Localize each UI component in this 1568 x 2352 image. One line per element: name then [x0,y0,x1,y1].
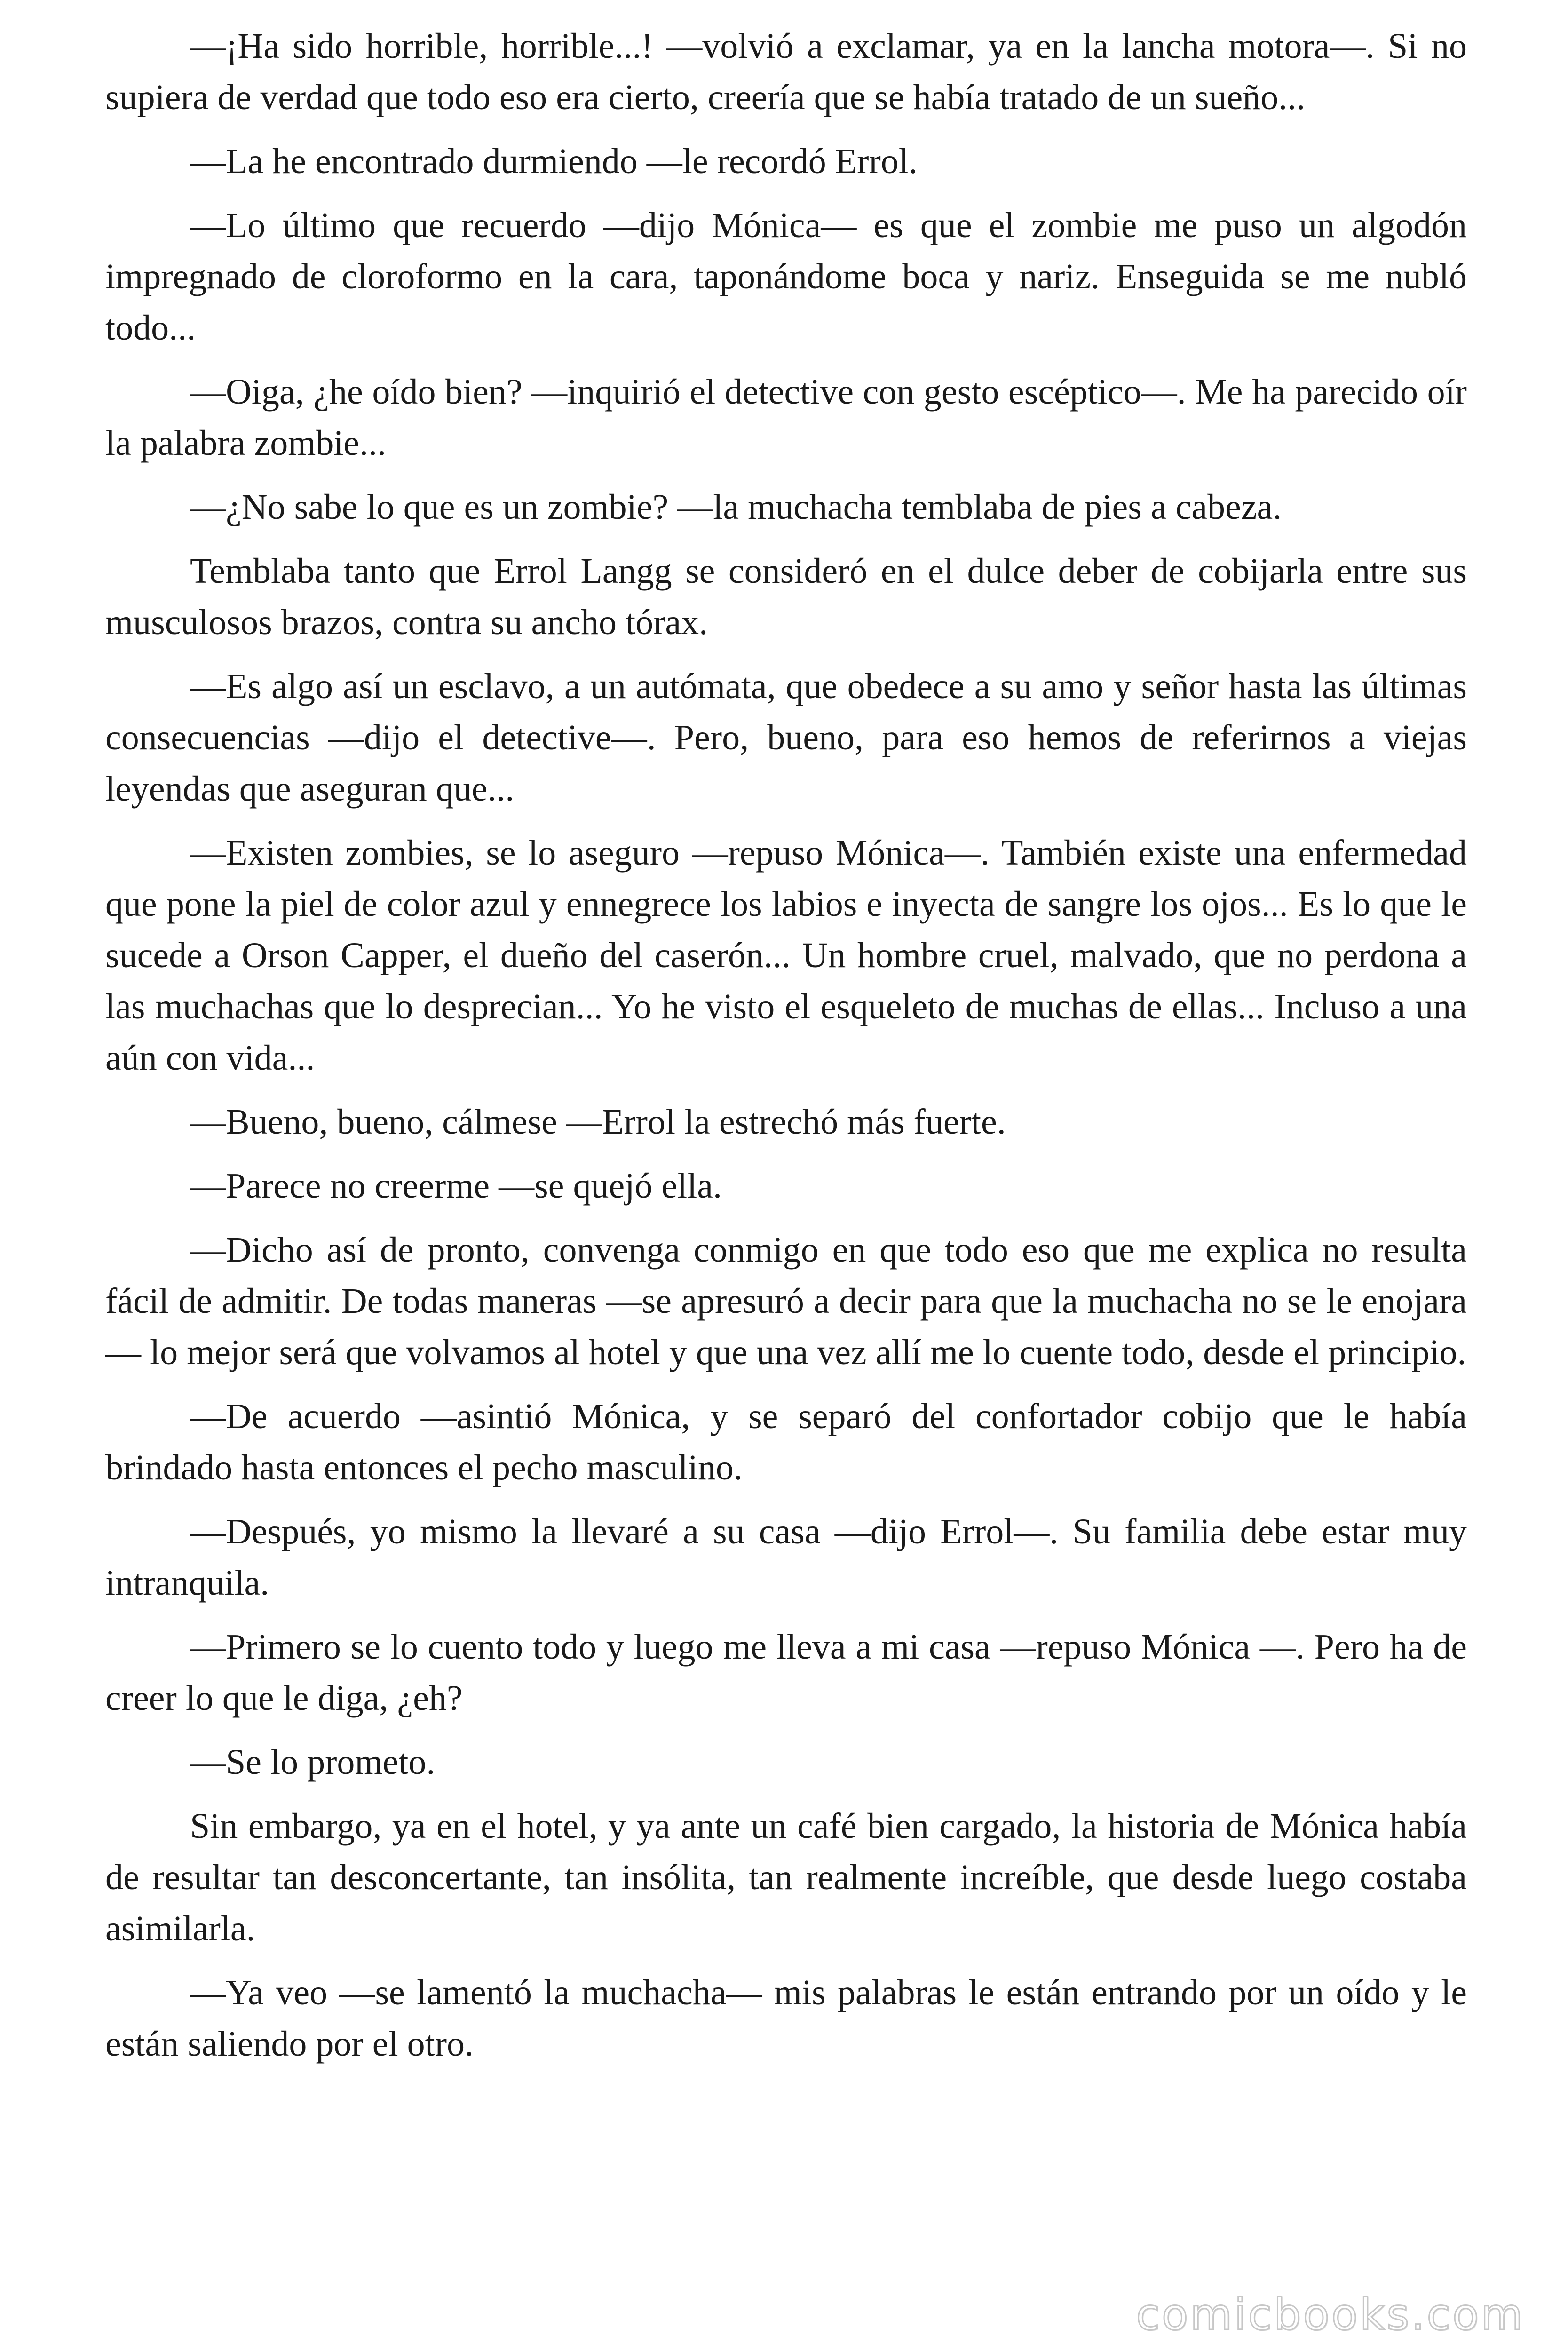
paragraph: Sin embargo, ya en el hotel, y ya ante un café bien cargado, la historia de Mónica había de resultar tan desconcertante, tan insólita, tan realmente increíble, que desde luego costaba asimilarla. [105,1806,1467,1948]
paragraph: —¿No sabe lo que es un zombie? —la muchacha temblaba de pies a cabeza. [190,487,1282,527]
paragraph: —¡Ha sido horrible, horrible...! —volvió a exclamar, ya en la lancha motora—. Si no supiera de verdad que todo eso era cierto, creería que se había tratado de un sueño... [105,26,1467,117]
paragraph: —De acuerdo —asintió Mónica, y se separó del confortador cobijo que le había brindado hasta entonces el pecho masculino. [105,1397,1467,1487]
paragraph: —Es algo así un esclavo, a un autómata, que obedece a su amo y señor hasta las últimas consecuencias —dijo el detective—. Pero, bueno, para eso hemos de referirnos a viejas leyendas que aseguran que... [105,667,1467,809]
paragraph: —Oiga, ¿he oído bien? —inquirió el detective con gesto escéptico—. Me ha parecido oír la palabra zombie... [105,372,1467,463]
paragraph: —Primero se lo cuento todo y luego me lleva a mi casa —repuso Mónica —. Pero ha de creer lo que le diga, ¿eh? [105,1627,1467,1718]
paragraph: —Existen zombies, se lo aseguro —repuso Mónica—. También existe una enfermedad que pone la piel de color azul y ennegrece los labios e inyecta de sangre los ojos... Es lo que le sucede a Orson Capper, el dueño del caserón... Un hombre cruel, malvado, que no perdona a las muchachas que lo desprecian... Yo he visto el esqueleto de muchas de ellas... Incluso a una aún con vida... [105,833,1467,1078]
paragraph: Temblaba tanto que Errol Langg se consideró en el dulce deber de cobijarla entre sus musculosos brazos, contra su ancho tórax. [105,551,1467,642]
watermark: comicbooks.com [1136,2289,1525,2340]
paragraph: —La he encontrado durmiendo —le recordó Errol. [190,142,918,181]
paragraph: —Se lo prometo. [190,1742,436,1782]
book-page [105,21,1467,2082]
paragraph: —Después, yo mismo la llevaré a su casa —dijo Errol—. Su familia debe estar muy intranquila. [105,1512,1467,1603]
paragraph: —Parece no creerme —se quejó ella. [190,1166,722,1206]
paragraph: —Ya veo —se lamentó la muchacha— mis palabras le están entrando por un oído y le están saliendo por el otro. [105,1973,1467,2064]
paragraph: —Dicho así de pronto, convenga conmigo en que todo eso que me explica no resulta fácil de admitir. De todas maneras —se apresuró a decir para que la muchacha no se le enojara— lo mejor será que volvamos al hotel y que una vez allí me lo cuente todo, desde el principio. [105,1230,1467,1372]
paragraph: —Bueno, bueno, cálmese —Errol la estrechó más fuerte. [190,1102,1006,1142]
paragraph: —Lo último que recuerdo —dijo Mónica— es que el zombie me puso un algodón impregnado de cloroformo en la cara, taponándome boca y nariz. Enseguida se me nubló todo... [105,206,1467,348]
